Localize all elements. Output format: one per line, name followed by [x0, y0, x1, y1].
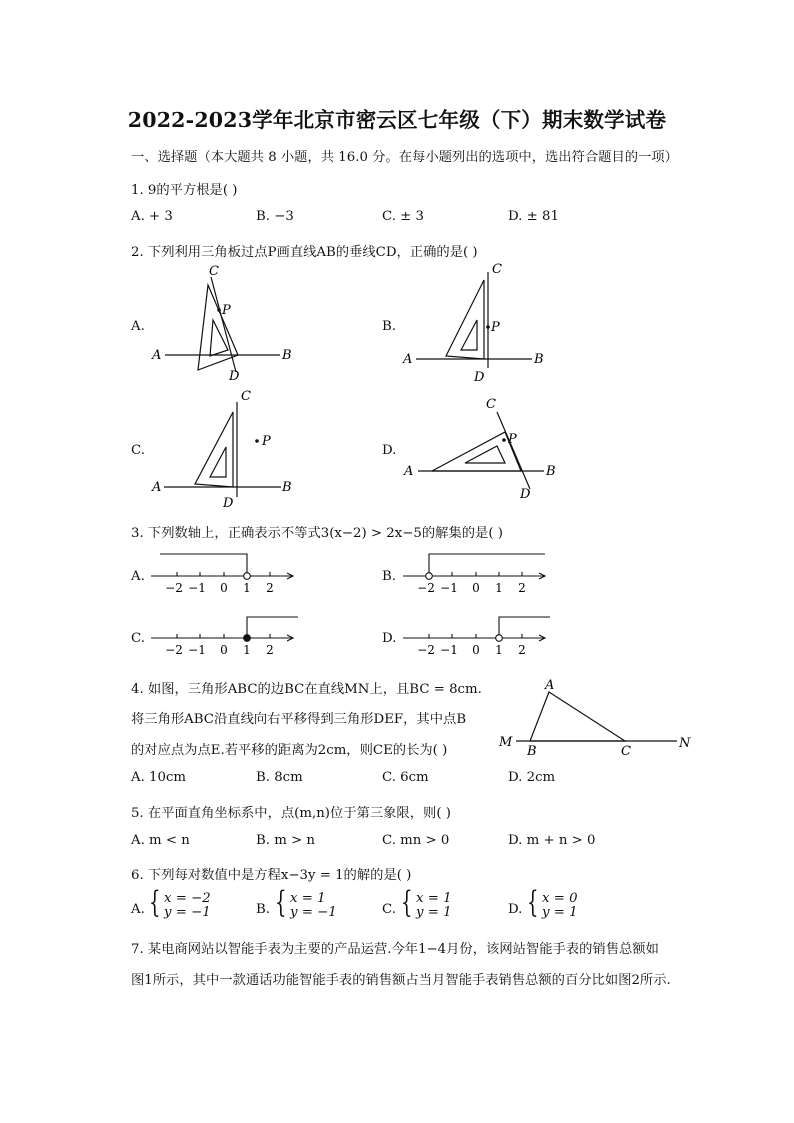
q4-label-n: N	[679, 736, 691, 751]
tick-label: −2	[165, 643, 183, 657]
q2-option-d: D.	[382, 443, 397, 458]
q2-option-b: B.	[382, 319, 396, 334]
q6-d-line2: y = 1	[542, 905, 578, 920]
q2b-label-a: A	[403, 352, 413, 367]
q1-stem: 1. 9的平方根是( )	[131, 183, 238, 198]
tick-label: 1	[243, 581, 251, 595]
q2d-label-a: A	[404, 464, 414, 479]
q2d-label-p: P	[508, 432, 517, 447]
q2b-label-p: P	[491, 320, 500, 335]
q2c-label-c: C	[241, 389, 251, 404]
q4-label-c: C	[621, 744, 631, 759]
q6-c-line2: y = 1	[416, 905, 452, 920]
q6-brace-d: {	[527, 885, 539, 920]
q2-option-a: A.	[131, 319, 145, 334]
section-heading: 一、选择题（本大题共 8 小题，共 16.0 分。在每小题列出的选项中，选出符合题目的一项）	[131, 150, 678, 165]
q6-option-b: B.	[256, 902, 270, 917]
tick-label: −1	[188, 581, 206, 595]
q2-option-c: C.	[131, 443, 145, 458]
q4-label-a: A	[545, 678, 555, 693]
page-title: 2022-2023学年北京市密云区七年级（下）期末数学试卷	[127, 108, 667, 132]
q6-option-c: C.	[382, 902, 396, 917]
q5-stem: 5. 在平面直角坐标系中，点(m,n)位于第三象限，则( )	[131, 806, 451, 821]
q2c-label-b: B	[282, 480, 292, 495]
q4-option-c: C. 6cm	[382, 770, 429, 785]
tick-label: 1	[495, 643, 503, 657]
q1-option-b: B. −3	[256, 209, 294, 224]
q6-brace-a: {	[149, 885, 161, 920]
q4-stem-line1: 4. 如图，三角形ABC的边BC在直线MN上，且BC = 8cm.	[131, 682, 482, 697]
q6-a-line2: y = −1	[164, 905, 211, 920]
q2c-label-p: P	[262, 434, 271, 449]
q4-stem-line3: 的对应点为点E.若平移的距离为2cm，则CE的长为( )	[131, 743, 448, 758]
tick-label: 1	[495, 581, 503, 595]
tick-label: −1	[440, 581, 458, 595]
tick-label: 2	[518, 643, 526, 657]
q1-option-c: C. ± 3	[382, 209, 424, 224]
tick-label: 2	[266, 643, 274, 657]
tick-label: −2	[417, 581, 435, 595]
tick-label: −1	[188, 643, 206, 657]
q6-a-line1: x = −2	[164, 891, 211, 906]
tick-label: 1	[243, 643, 251, 657]
q4-stem-line2: 将三角形ABC沿直线向右平移得到三角形DEF，其中点B	[131, 712, 467, 727]
q2a-label-c: C	[209, 264, 219, 279]
tick-label: 0	[472, 581, 480, 595]
q5-option-b: B. m > n	[256, 833, 315, 848]
q7-stem-line1: 7. 某电商网站以智能手表为主要的产品运营.今年1−4月份，该网站智能手表的销售总额如	[131, 942, 659, 957]
tick-label: −2	[165, 581, 183, 595]
tick-label: 2	[518, 581, 526, 595]
q2b-label-c: C	[492, 262, 502, 277]
q2d-label-b: B	[546, 464, 556, 479]
tick-label: 0	[472, 643, 480, 657]
q2d-label-d: D	[520, 487, 531, 502]
q3-option-d: D.	[382, 631, 397, 646]
q3-option-a: A.	[131, 569, 145, 584]
q2a-label-b: B	[282, 348, 292, 363]
q2b-label-d: D	[474, 370, 485, 385]
q4-option-d: D. 2cm	[508, 770, 556, 785]
tick-label: −1	[440, 643, 458, 657]
q2d-label-c: C	[486, 397, 496, 412]
q6-b-line2: y = −1	[290, 905, 337, 920]
q2b-label-b: B	[534, 352, 544, 367]
q6-stem: 6. 下列每对数值中是方程x−3y = 1的解的是( )	[131, 868, 412, 883]
q6-d-line1: x = 0	[542, 891, 578, 906]
q6-brace-c: {	[401, 885, 413, 920]
q5-option-d: D. m + n > 0	[508, 833, 596, 848]
q4-label-m: M	[499, 735, 513, 750]
q1-option-a: A. + 3	[131, 209, 173, 224]
q3-option-b: B.	[382, 569, 396, 584]
q2a-label-p: P	[222, 303, 231, 318]
q6-option-d: D.	[508, 902, 523, 917]
q5-option-c: C. mn > 0	[382, 833, 450, 848]
q6-option-a: A.	[131, 902, 145, 917]
q2a-label-a: A	[152, 348, 162, 363]
q4-option-b: B. 8cm	[256, 770, 303, 785]
q2c-label-a: A	[152, 480, 162, 495]
q2-stem: 2. 下列利用三角板过点P画直线AB的垂线CD，正确的是( )	[131, 245, 478, 260]
tick-label: 0	[220, 581, 228, 595]
tick-label: −2	[417, 643, 435, 657]
q2c-label-d: D	[223, 496, 234, 511]
q4-option-a: A. 10cm	[131, 770, 187, 785]
q6-brace-b: {	[275, 885, 287, 920]
q4-label-b: B	[527, 744, 537, 759]
q5-option-a: A. m < n	[131, 833, 190, 848]
q7-stem-line2: 图1所示，其中一款通话功能智能手表的销售额占当月智能手表销售总额的百分比如图2所示.	[131, 973, 671, 988]
tick-label: 2	[266, 581, 274, 595]
q3-stem: 3. 下列数轴上，正确表示不等式3(x−2) > 2x−5的解集的是( )	[131, 526, 503, 541]
q3-option-c: C.	[131, 631, 145, 646]
q1-option-d: D. ± 81	[508, 209, 559, 224]
q6-b-line1: x = 1	[290, 891, 326, 906]
tick-label: 0	[220, 643, 228, 657]
q6-c-line1: x = 1	[416, 891, 452, 906]
q2a-label-d: D	[229, 369, 240, 384]
